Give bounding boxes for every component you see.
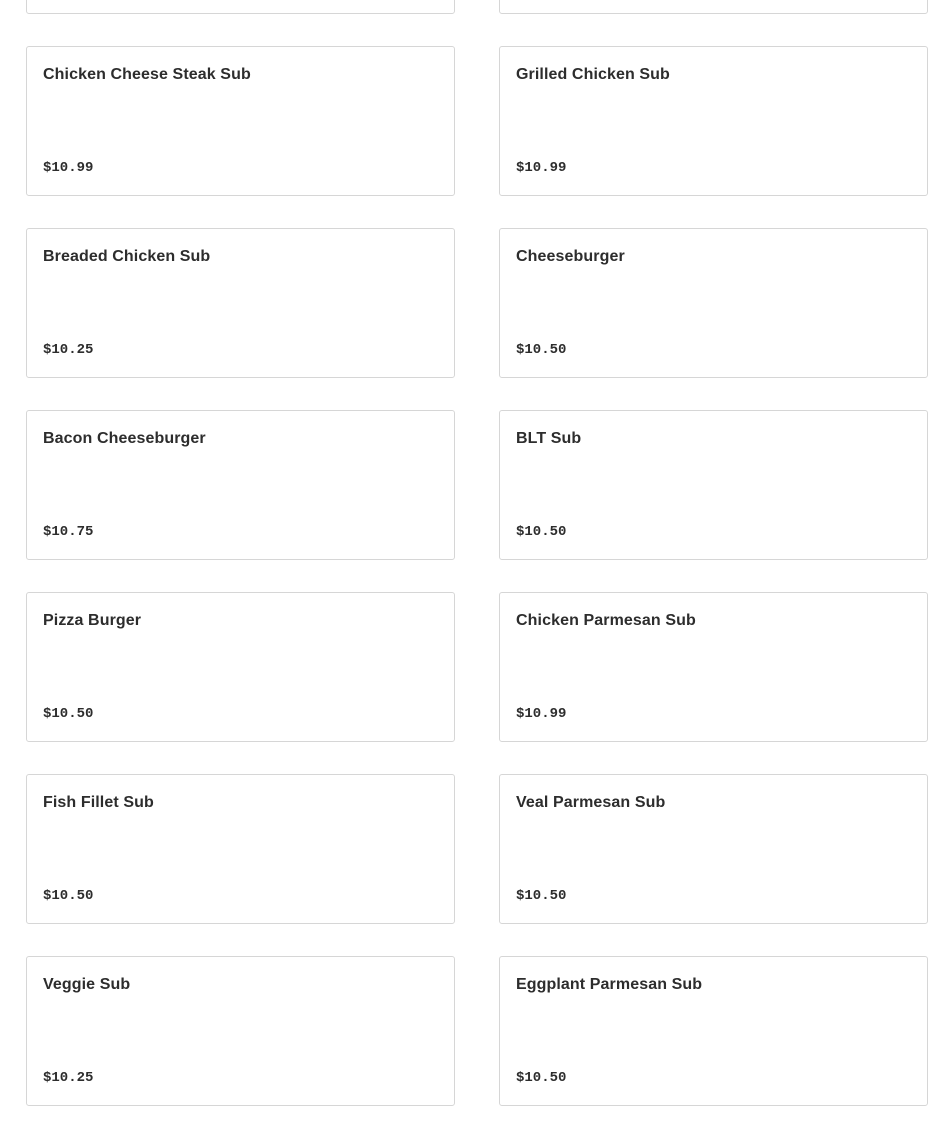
menu-item-name: Veggie Sub [43,976,131,993]
menu-item-card-partial[interactable] [499,0,928,14]
menu-item-name: Breaded Chicken Sub [43,248,211,265]
menu-item-name: Fish Fillet Sub [43,794,154,811]
menu-item-name: BLT Sub [516,430,582,447]
menu-item-price: $10.99 [516,706,567,722]
menu-item-card[interactable] [26,956,455,1106]
menu-item-card[interactable] [499,228,928,378]
menu-item-price: $10.50 [43,706,94,722]
menu-item-card[interactable] [26,410,455,560]
menu-item-price: $10.25 [43,342,94,358]
menu-item-price: $10.99 [516,160,567,176]
menu-item-price: $10.99 [43,160,94,176]
menu-item-name: Grilled Chicken Sub [516,66,670,83]
menu-item-price: $10.50 [516,888,567,904]
menu-item-card[interactable] [26,46,455,196]
menu-item-name: Chicken Parmesan Sub [516,612,696,629]
menu-item-price: $10.50 [43,888,94,904]
menu-item-card[interactable] [499,956,928,1106]
menu-item-name: Pizza Burger [43,612,142,629]
menu-item-card[interactable] [26,228,455,378]
menu-item-name: Bacon Cheeseburger [43,430,206,447]
menu-item-name: Chicken Cheese Steak Sub [43,66,251,83]
menu-item-price: $10.50 [516,1070,567,1086]
menu-item-name: Cheeseburger [516,248,625,265]
menu-item-name: Eggplant Parmesan Sub [516,976,703,993]
menu-item-card[interactable] [26,774,455,924]
menu-item-price: $10.25 [43,1070,94,1086]
menu-item-name: Veal Parmesan Sub [516,794,666,811]
menu-item-card[interactable] [499,592,928,742]
menu-item-card[interactable] [26,592,455,742]
menu-item-card[interactable] [499,774,928,924]
menu-item-price: $10.50 [516,524,567,540]
menu-item-card[interactable] [499,46,928,196]
menu-item-price: $10.50 [516,342,567,358]
menu-item-price: $10.75 [43,524,94,540]
menu-item-grid [26,0,928,1106]
menu-item-card[interactable] [499,410,928,560]
menu-item-card-partial[interactable] [26,0,455,14]
